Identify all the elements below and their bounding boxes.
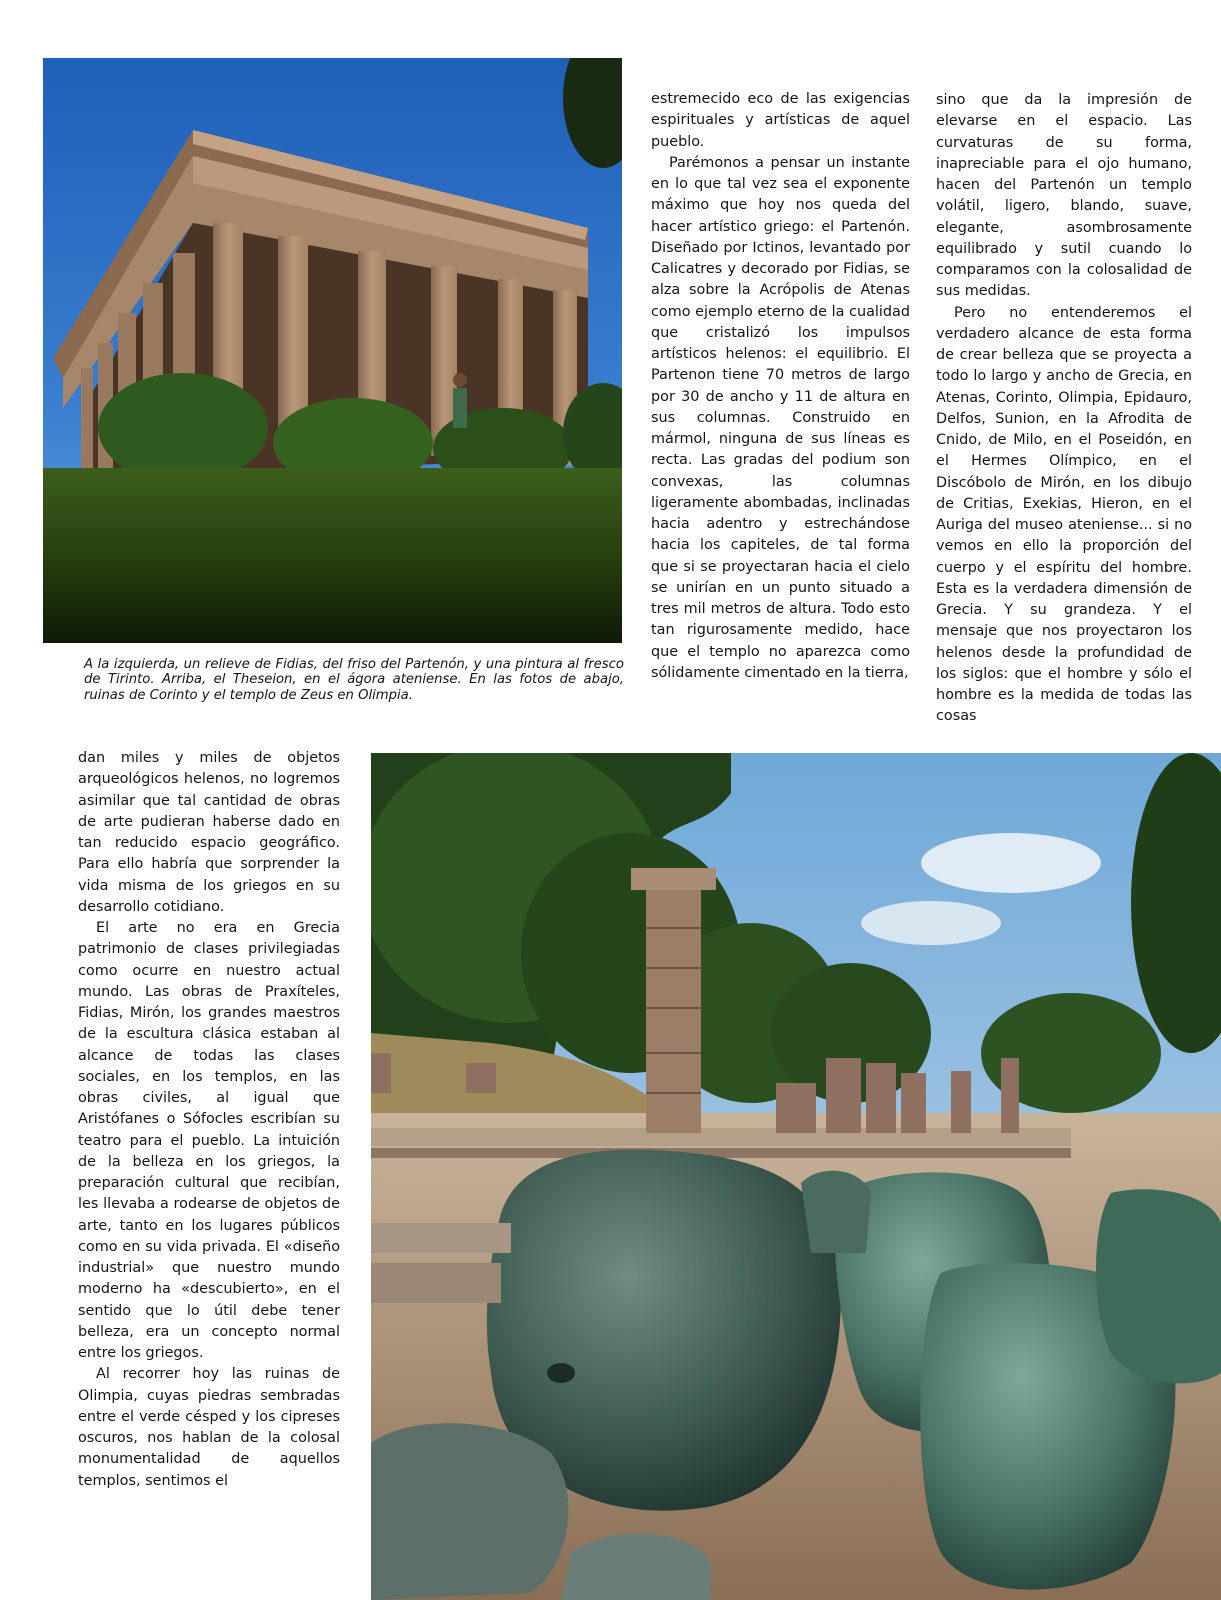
photo-caption: A la izquierda, un relieve de Fidias, del friso del Partenón, y una pintura al fresco de Tirinto. Arriba, el Theseion, en el ágora ateniense. En las fotos de abajo, ruinas de Corinto y el templo de Zeus en Olimpia. [84, 657, 624, 703]
paragraph: estremecido eco de las exigencias espirituales y artísticas de aquel pueblo. [651, 91, 910, 150]
paragraph: Pero no entenderemos el verdadero alcance de esta forma de crear belleza que se proyecta a todo lo largo y ancho de Grecia, en Atenas, Corinto, Olimpia, Epidauro, Delfos, Sunion, en la Afrodita de Cnido, de Milo, en el Poseidón, en el Hermes Olímpico, en el Discóbolo de Mirón, en los dibujo de Critias, Exekias, Hieron, en el Auriga del museo ateniense... si no vemos en ello la proporción del cuerpo y el espíritu del hombre. Esta es la verdadera dimensión de Grecia. Y su grandeza. Y el mensaje que nos proyectaron los helenos desde la profundidad de los siglos: que el hombre y sólo el hombre es la medida de todas las cosas [936, 304, 1192, 725]
text-column-middle [651, 89, 910, 684]
ruins-illustration [371, 753, 1221, 1600]
paragraph: El arte no era en Grecia patrimonio de clases privilegiadas como ocurre en nuestro actual mundo. Las obras de Praxíteles, Fidias, Mirón, los grandes maestros de la escultura clásica estaban al alcance de todas las clases sociales, en los templos, en las obras civiles, al igual que Aristófanes o Sófocles escribían su teatro para el pueblo. La intuición de la belleza en los griegos, la preparación cultural que recibían, les llevaba a rodearse de objetos de arte, tanto en los lugares públicos como en su vida privada. El «diseño industrial» que nuestro mundo moderno ha «descubierto», en el sentido que lo útil debe tener belleza, era un concepto normal entre los griegos. [78, 920, 340, 1361]
text-column-right [936, 90, 1192, 728]
paragraph: sino que da la impresión de elevarse en el espacio. Las curvaturas de su forma, inapreciable para el ojo humano, hacen del Partenón un templo volátil, ligero, blando, suave, elegante, asombrosamente equilibrado y sutil cuando lo comparamos con la colosalidad de sus medidas. [936, 92, 1192, 300]
paragraph: dan miles y miles de objetos arqueológicos helenos, no logremos asimilar que tal cantidad de obras de arte pudieran haberse dado en tan reducido espacio geográfico. Para ello habría que sorprender la vida misma de los griegos en su desarrollo cotidiano. [78, 750, 340, 915]
paragraph: Al recorrer hoy las ruinas de Olimpia, cuyas piedras sembradas entre el verde césped y los cipreses oscuros, nos hablan de la colosal monumentalidad de aquellos templos, sentimos el [78, 1366, 340, 1489]
photo-ruins-olympia [371, 753, 1221, 1600]
temple-illustration [43, 58, 622, 643]
text-column-bottom-left [78, 748, 340, 1492]
photo-temple-theseion [43, 58, 622, 643]
paragraph: Parémonos a pensar un instante en lo que tal vez sea el exponente máximo que hoy nos queda del hacer artístico griego: el Partenón. Diseñado por Ictinos, levantado por Calicatres y decorado por Fidias, se alza sobre la Acrópolis de Atenas como ejemplo eterno de la cualidad que cristalizó los impulsos artísticos helenos: el equilibrio. El Partenon tiene 70 metros de largo por 30 de ancho y 11 de altura en sus columnas. Construido en mármol, ninguna de sus líneas es recta. Las gradas del podium son convexas, las columnas ligeramente abombadas, inclinadas hacia adentro y estrechándose hacia los capiteles, de tal forma que si se proyectaran hacia el cielo se unirían en un punto situado a tres mil metros de altura. Todo esto tan rigurosamente medido, hace que el templo no aparezca como sólidamente cimentado en la tierra, [651, 154, 910, 681]
